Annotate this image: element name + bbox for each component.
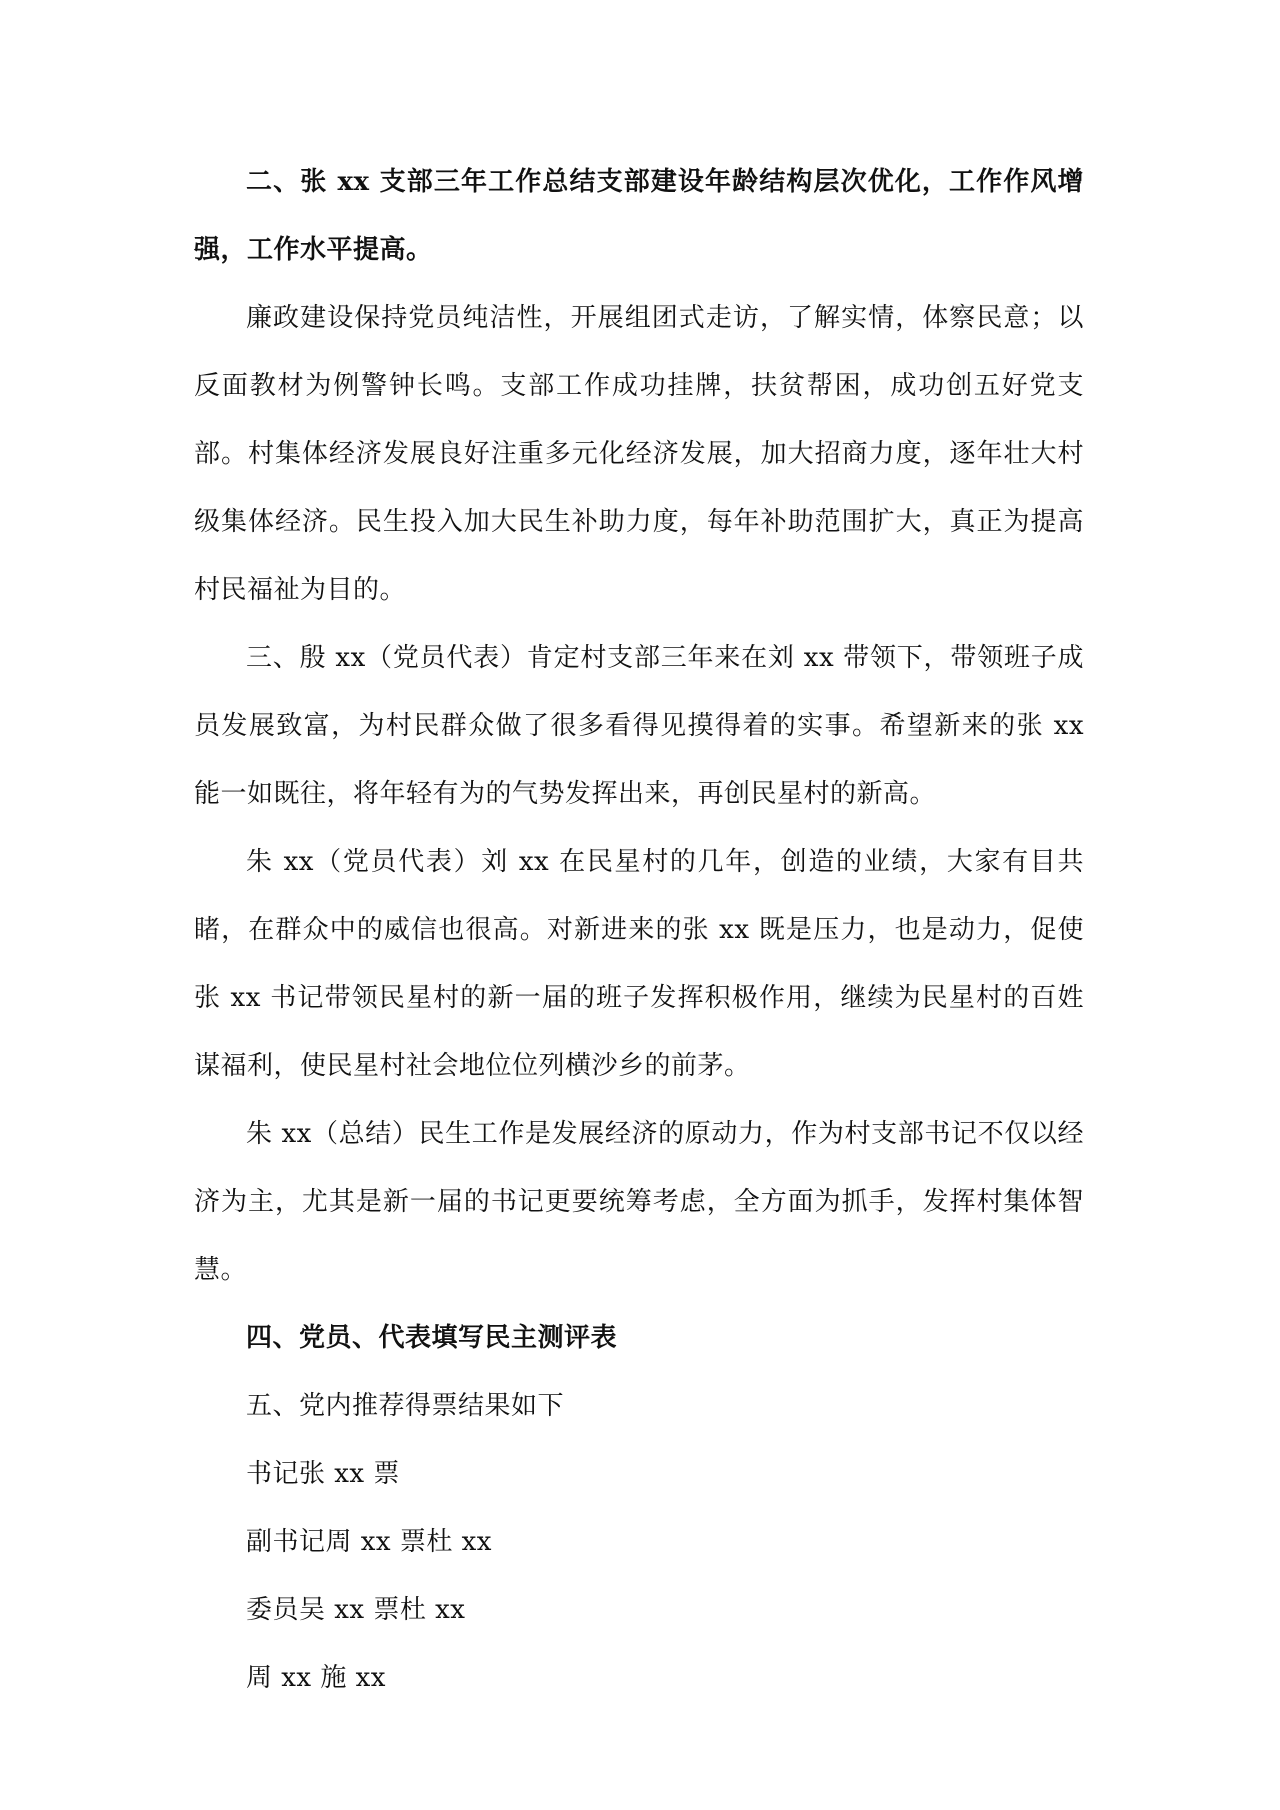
vote-result-other: 周 xx 施 xx [246,1663,386,1693]
paragraph-lianzheng: 廉政建设保持党员纯洁性，开展组团式走访，了解实情，体察民意；以反面教材为例警钟长鸣。支部工作成功挂牌，扶贫帮困，成功创五好党支部。村集体经济发展良好注重多元化经济发展，加大招商力度，逐年壮大村级集体经济。民生投入加大民生补助力度，每年补助范围扩大，真正为提高村民福祉为目的。 [194,303,1084,605]
document-body [194,148,1084,1712]
section-five-heading: 五、党内推荐得票结果如下 [246,1391,565,1421]
paragraph-section-three: 三、殷 xx（党员代表）肯定村支部三年来在刘 xx 带领下，带领班子成员发展致富，为村民群众做了很多看得见摸得着的实事。希望新来的张 xx 能一如既往，将年轻有为的气势发挥出来，再创民星村的新高。 [194,643,1084,809]
vote-result-member: 委员吴 xx 票杜 xx [246,1595,466,1625]
vote-result-deputy: 副书记周 xx 票杜 xx [246,1527,492,1557]
section-four-heading: 四、党员、代表填写民主测评表 [246,1323,618,1353]
vote-result-secretary: 书记张 xx 票 [246,1459,400,1489]
paragraph-zhu-representative: 朱 xx（党员代表）刘 xx 在民星村的几年，创造的业绩，大家有目共睹，在群众中的威信也很高。对新进来的张 xx 既是压力，也是动力，促使张 xx 书记带领民星村的新一届的班子发挥积极作用，继续为民星村的百姓谋福利，使民星村社会地位位列横沙乡的前茅。 [194,847,1084,1081]
paragraph-zhu-summary: 朱 xx（总结）民生工作是发展经济的原动力，作为村支部书记不仅以经济为主，尤其是新一届的书记更要统筹考虑，全方面为抓手，发挥村集体智慧。 [194,1119,1084,1285]
section-two-heading: 二、张 xx 支部三年工作总结支部建设年龄结构层次优化，工作作风增强，工作水平提高。 [194,167,1084,265]
